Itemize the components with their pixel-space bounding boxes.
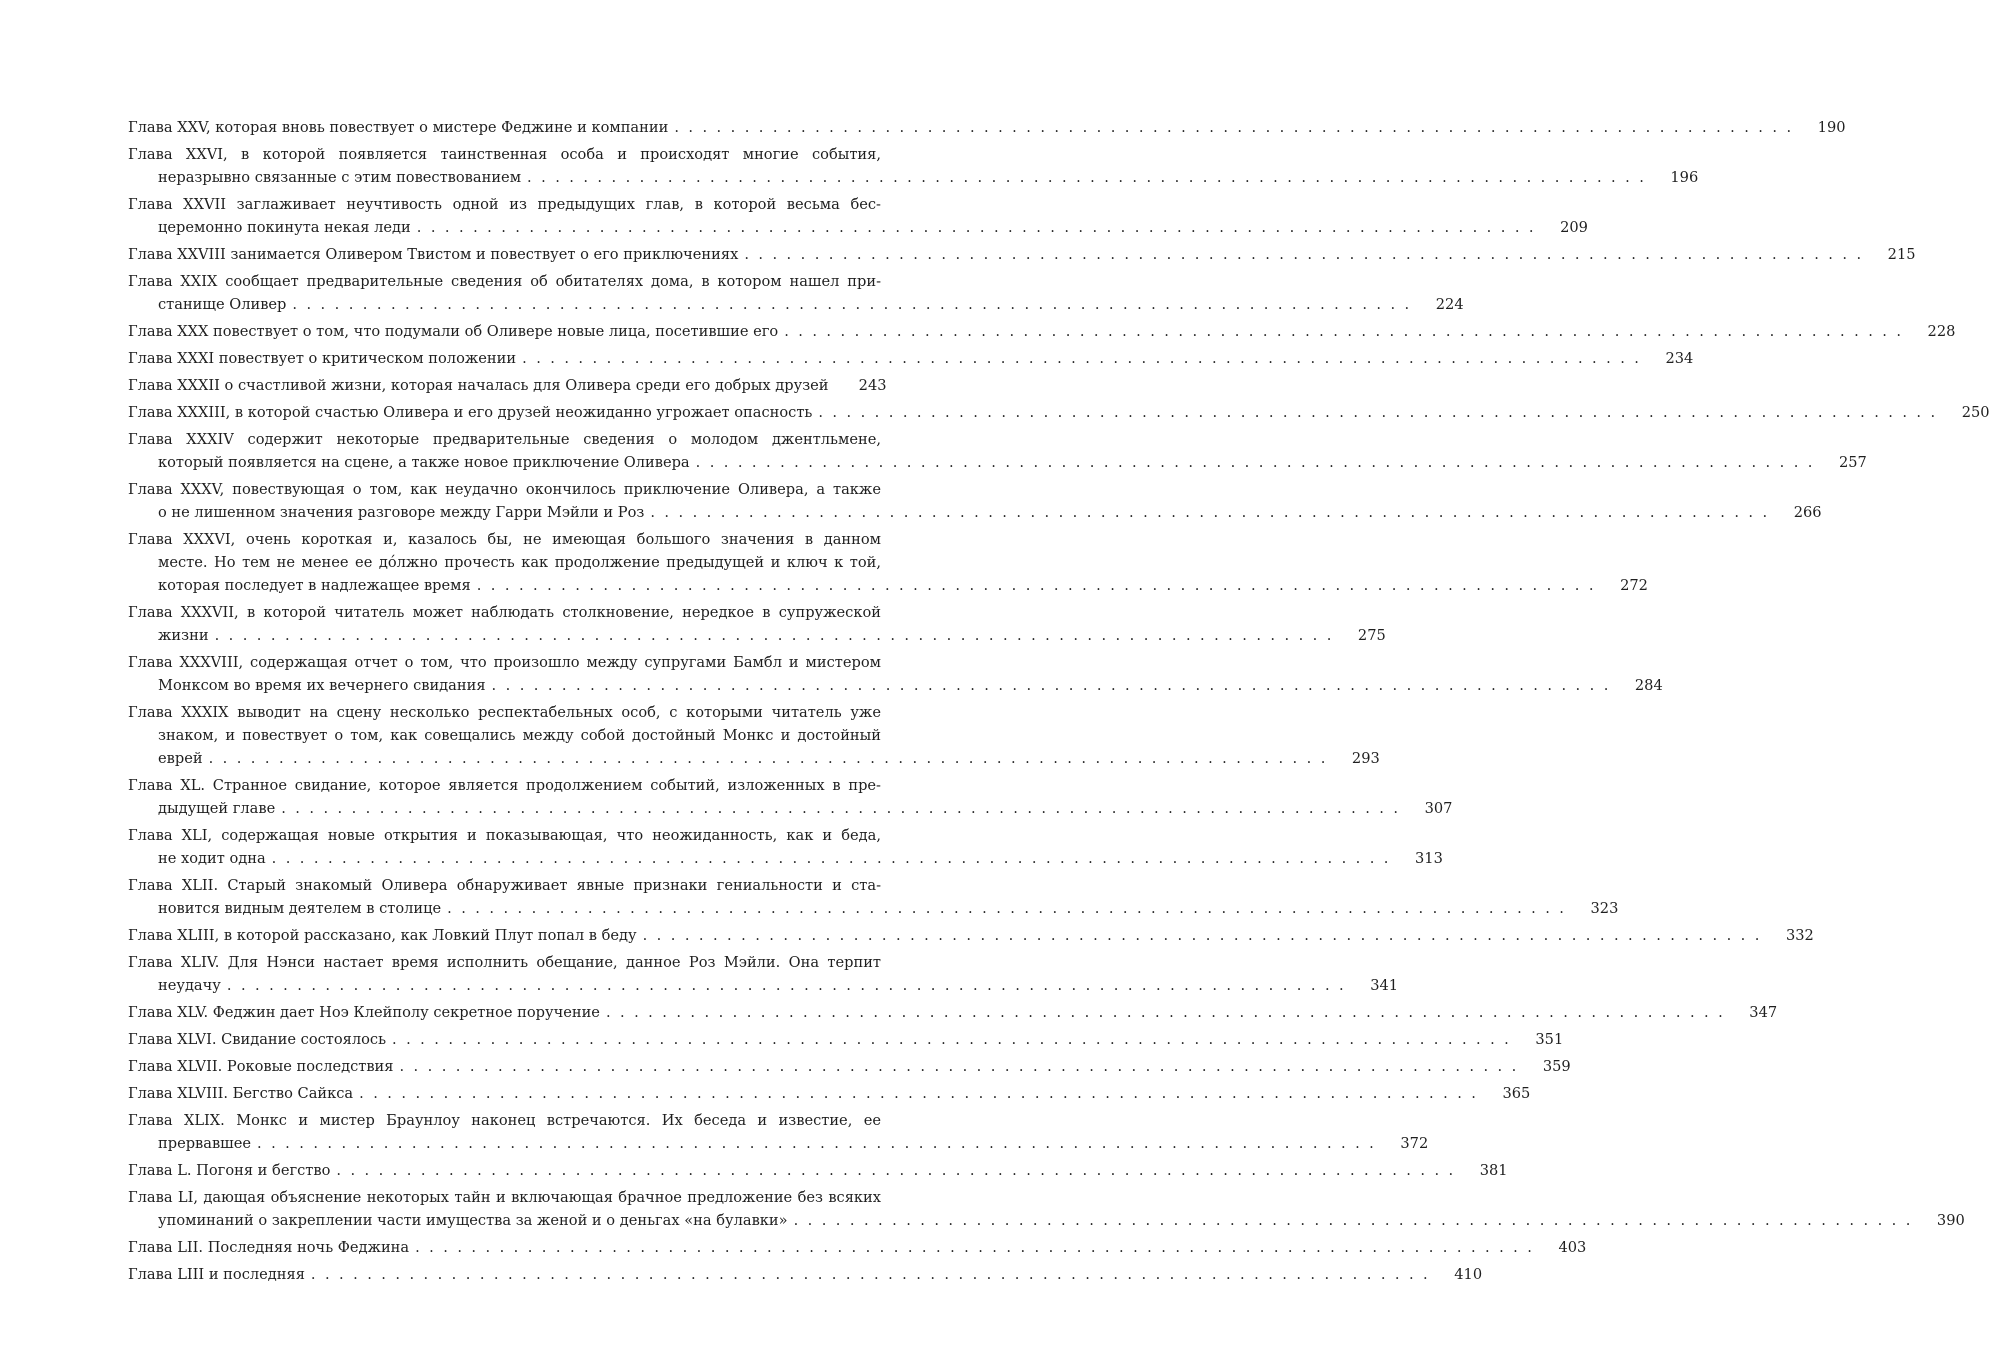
toc-entry-text: прервавшее	[158, 1135, 252, 1152]
toc-entry-text: Глава XXX повествует о том, что подумали об Оливере новые лица, посетившие его	[128, 323, 779, 340]
toc-entry-text: которая последует в надлежащее время	[158, 577, 471, 594]
toc-entry[interactable]	[128, 951, 1399, 997]
toc-entry-text: который появляется на сцене, а также новое приключение Оливера	[158, 454, 690, 471]
toc-entry-line: Глава XXXIX выводит на сцену несколько респектабельных особ, с которыми читатель уже	[128, 704, 881, 721]
page-number: 403	[1558, 1239, 1587, 1256]
page-number: 228	[1927, 323, 1956, 340]
toc-entry-line	[128, 847, 1443, 870]
toc-entry-line	[128, 1055, 1571, 1078]
dot-leader: . . . . . . . . . . . . . . . . . . . . . . . . . . . . . . . . . . . . . . . . . . . . . . . . . . . . . . . . . . . . . . . . . . . . . . . . . . . . . . . .	[522, 350, 1642, 367]
toc-entry[interactable]	[128, 428, 1867, 474]
dot-leader: . . . . . . . . . . . . . . . . . . . . . . . . . . . . . . . . . . . . . . . . . . . . . . . . . . . . . . . . . . . . . . . . . . . . . . . . . . . . . . . .	[793, 1212, 1913, 1229]
toc-entry[interactable]	[128, 1001, 1778, 1024]
dot-leader: . . . . . . . . . . . . . . . . . . . . . . . . . . . . . . . . . . . . . . . . . . . . . . . . . . . . . . . . . . . . . . . . . . . . . . . . . . . . . . . .	[310, 1266, 1431, 1283]
dot-leader: . . . . . . . . . . . . . . . . . . . . . . . . . . . . . . . . . . . . . . . . . . . . . . . . . . . . . . . . . . . . . . . . . . . . . . . . . . . . . . . .	[674, 119, 1794, 136]
toc-entry-line	[128, 1001, 1778, 1024]
dot-leader: . . . . . . . . . . . . . . . . . . . . . . . . . . . . . . . . . . . . . . . . . . . . . . . . . . . . . . . . . . . . . . . . . . . . . . . . . . . . . . . .	[271, 850, 1391, 867]
page-number: 257	[1838, 454, 1867, 471]
toc-entry-text: жизни	[158, 627, 209, 644]
toc-entry-line: Глава XLIX. Монкс и мистер Браунлоу наконец встречаются. Их беседа и известие, ее	[128, 1112, 881, 1129]
toc-entry-line	[128, 897, 1619, 920]
dot-leader: . . . . . . . . . . . . . . . . . . . . . . . . . . . . . . . . . . . . . . . . . . . . . . . . . . . . . . . . . . . . . . . . . . . . . . . . . . . . . . . .	[208, 750, 1328, 767]
toc-entry[interactable]	[128, 1159, 1508, 1182]
toc-entry-line	[128, 374, 887, 397]
toc-entry-text: дыдущей главе	[158, 800, 276, 817]
toc-entry-line: Глава XXVI, в которой появляется таинственная особа и происходят многие события,	[128, 146, 881, 163]
toc-entry-text: станище Оливер	[158, 296, 287, 313]
page-number: 215	[1887, 246, 1916, 263]
toc-entry-text: неразрывно связанные с этим повествованием	[158, 169, 522, 186]
dot-leader: . . . . . . . . . . . . . . . . . . . . . . . . . . . . . . . . . . . . . . . . . . . . . . . . . . . . . . . . . . . . . . . . . . . . . . . . . . . . . . . .	[744, 246, 1864, 263]
page-number: 234	[1665, 350, 1694, 367]
toc-entry-text: церемонно покинута некая леди	[158, 219, 411, 236]
toc-entry-text: неудачу	[158, 977, 221, 994]
toc-entry-text: Глава XXXI повествует о критическом положении	[128, 350, 517, 367]
toc-entry-line: Глава XXXVI, очень короткая и, казалось бы, не имеющая большого значения в данном	[128, 531, 881, 548]
toc-entry-line	[128, 216, 1588, 239]
table-of-contents	[128, 116, 1990, 1290]
toc-entry-line: Глава XLIV. Для Нэнси настает время исполнить обещание, данное Роз Мэйли. Она терпит	[128, 954, 881, 971]
toc-entry-line: Глава XXVII заглаживает неучтивость одной из предыдущих глав, в которой весьма бес-	[128, 196, 881, 213]
toc-entry[interactable]	[128, 774, 1453, 820]
toc-entry-text: Глава XLIII, в которой рассказано, как Ловкий Плут попал в беду	[128, 927, 637, 944]
toc-entry[interactable]	[128, 1236, 1587, 1259]
toc-entry-line	[128, 116, 1846, 139]
toc-entry-text: не ходит одна	[158, 850, 266, 867]
toc-entry-text: о не лишенном значения разговоре между Гарри Мэйли и Роз	[158, 504, 645, 521]
toc-entry-line	[128, 1028, 1564, 1051]
toc-entry-line	[128, 401, 1990, 424]
dot-leader: . . . . . . . . . . . . . . . . . . . . . . . . . . . . . . . . . . . . . . . . . . . . . . . . . . . . . . . . . . . . . . . . . . . . . . . . . . . . . . . .	[392, 1031, 1512, 1048]
dot-leader: . . . . . . . . . . . . . . . . . . . . . . . . . . . . . . . . . . . . . . . . . . . . . . . . . . . . . . . . . . . . . . . . . . . . . . . . . . . . . . . .	[359, 1085, 1479, 1102]
toc-entry-line	[128, 747, 1380, 770]
toc-entry[interactable]	[128, 601, 1386, 647]
dot-leader: . . . . . . . . . . . . . . . . . . . . . . . . . . . . . . . . . . . . . . . . . . . . . . . . . . . . . . . . . . . . . . . . . . . . . . . . . . . . . . . .	[818, 404, 1938, 421]
page-number: 284	[1634, 677, 1663, 694]
page-number: 347	[1749, 1004, 1778, 1021]
dot-leader: . . . . . . . . . . . . . . . . . . . . . . . . . . . . . . . . . . . . . . . . . . . . . . . . . . . . . . . . . . . . . . . . . . . . . . . . . . . . . . . .	[214, 627, 1334, 644]
toc-entry[interactable]	[128, 1263, 1483, 1286]
page-number: 266	[1793, 504, 1822, 521]
toc-entry-line: Глава XXIX сообщает предварительные сведения об обитателях дома, в котором нашел при-	[128, 273, 881, 290]
toc-entry[interactable]	[128, 651, 1663, 697]
toc-entry[interactable]	[128, 1055, 1571, 1078]
toc-entry[interactable]	[128, 478, 1822, 524]
toc-entry-text: Глава L. Погоня и бегство	[128, 1162, 331, 1179]
page-number: 323	[1590, 900, 1619, 917]
toc-entry-text: Монксом во время их вечернего свидания	[158, 677, 486, 694]
page-number: 341	[1370, 977, 1399, 994]
toc-entry-line: Глава XXXV, повествующая о том, как неудачно окончилось приключение Оливера, а также	[128, 481, 881, 498]
page-number: 332	[1785, 927, 1814, 944]
dot-leader: . . . . . . . . . . . . . . . . . . . . . . . . . . . . . . . . . . . . . . . . . . . . . . . . . . . . . . . . . . . . . . . . . . . . . . . . . . . . . . . .	[491, 677, 1611, 694]
toc-entry-line	[128, 1236, 1587, 1259]
toc-entry[interactable]	[128, 528, 1648, 597]
page-number: 190	[1817, 119, 1846, 136]
toc-entry[interactable]	[128, 143, 1699, 189]
toc-entry[interactable]	[128, 347, 1694, 370]
toc-entry-text: Глава LIII и последняя	[128, 1266, 305, 1283]
toc-entry[interactable]	[128, 243, 1916, 266]
page-number: 275	[1357, 627, 1386, 644]
dot-leader: . . . . . . . . . . . . . . . . . . . . . . . . . . . . . . . . . . . . . . . . . . . . . . . . . . . . . . . . . . . . . . . . . . . . . . . . . . . . . . . .	[605, 1004, 1726, 1021]
toc-entry-line	[128, 674, 1663, 697]
toc-entry[interactable]	[128, 1028, 1564, 1051]
toc-entry[interactable]	[128, 1186, 1965, 1232]
page-number: 209	[1560, 219, 1588, 236]
dot-leader: . . . . . . . . . . . . . . . . . . . . . . . . . . . . . . . . . . . . . . . . . . . . . . . . . . . . . . . . . . . . . . . . . . . . . . . . . . . . . . . .	[257, 1135, 1377, 1152]
toc-entry-line	[128, 451, 1867, 474]
toc-entry-text: Глава XXXII о счастливой жизни, которая началась для Оливера среди его добрых друзей	[128, 377, 829, 394]
toc-entry-text: еврей	[158, 750, 203, 767]
toc-entry[interactable]	[128, 1082, 1531, 1105]
dot-leader: . . . . . . . . . . . . . . . . . . . . . . . . . . . . . . . . . . . . . . . . . . . . . . . . . . . . . . . . . . . . . . . . . . . . . . . . . . . . . . . .	[527, 169, 1647, 186]
toc-entry[interactable]	[128, 701, 1380, 770]
toc-entry-text: Глава XXXIII, в которой счастью Оливера и его друзей неожиданно угрожает опасность	[128, 404, 813, 421]
toc-entry-text: Глава XLVIII. Бегство Сайкса	[128, 1085, 354, 1102]
toc-entry-text: Глава LII. Последняя ночь Феджина	[128, 1239, 410, 1256]
toc-entry-line	[128, 293, 1464, 316]
toc-entry-text: упоминаний о закреплении части имущества за женой и о деньгах «на булавки»	[158, 1212, 788, 1229]
toc-entry[interactable]	[128, 874, 1619, 920]
page-number: 410	[1454, 1266, 1483, 1283]
page-number: 250	[1961, 404, 1990, 421]
toc-entry-text: Глава XXV, которая вновь повествует о мистере Феджине и компании	[128, 119, 669, 136]
dot-leader: . . . . . . . . . . . . . . . . . . . . . . . . . . . . . . . . . . . . . . . . . . . . . . . . . . . . . . . . . . . . . . . . . . . . . . . . . . . . . . . .	[695, 454, 1815, 471]
dot-leader: . . . . . . . . . . . . . . . . . . . . . . . . . . . . . . . . . . . . . . . . . . . . . . . . . . . . . . . . . . . . . . . . . . . . . . . . . . . . . . . .	[415, 1239, 1535, 1256]
toc-entry[interactable]	[128, 320, 1956, 343]
dot-leader: . . . . . . . . . . . . . . . . . . . . . . . . . . . . . . . . . . . . . . . . . . . . . . . . . . . . . . . . . . . . . . . . . . . . . . . . . . . . . . . .	[336, 1162, 1456, 1179]
toc-entry-line: Глава LI, дающая объяснение некоторых тайн и включающая брачное предложение без всяких	[128, 1189, 881, 1206]
page-number: 243	[858, 377, 887, 394]
page-number: 307	[1424, 800, 1453, 817]
dot-leader: . . . . . . . . . . . . . . . . . . . . . . . . . . . . . . . . . . . . . . . . . . . . . . . . . . . . . . . . . . . . . . . . . . . . . . . . . . . . . . . .	[476, 577, 1596, 594]
toc-entry-text: Глава XLV. Феджин дает Ноэ Клейполу секретное поручение	[128, 1004, 600, 1021]
toc-entry-line: Глава XL. Странное свидание, которое является продолжением событий, изложенных в пре-	[128, 777, 881, 794]
page-number: 196	[1670, 169, 1699, 186]
dot-leader: . . . . . . . . . . . . . . . . . . . . . . . . . . . . . . . . . . . . . . . . . . . . . . . . . . . . . . . . . . . . . . . . . . . . . . . . . . . . . . . .	[650, 504, 1770, 521]
toc-entry[interactable]	[128, 1109, 1429, 1155]
toc-entry-line: Глава XXXVIII, содержащая отчет о том, что произошло между супругами Бамбл и мистером	[128, 654, 881, 671]
page-number: 365	[1502, 1085, 1531, 1102]
toc-entry-line	[128, 166, 1699, 189]
dot-leader: . . . . . . . . . . . . . . . . . . . . . . . . . . . . . . . . . . . . . . . . . . . . . . . . . . . . . . . . . . . . . . . . . . . . . . . . . . . . . . . .	[784, 323, 1904, 340]
toc-entry-line	[128, 624, 1386, 647]
toc-entry-line	[128, 1082, 1531, 1105]
toc-entry[interactable]	[128, 924, 1814, 947]
toc-entry-line: Глава XXXVII, в которой читатель может наблюдать столкновение, нередкое в супружеской	[128, 604, 881, 621]
page-number: 272	[1620, 577, 1648, 594]
toc-entry-line: Глава XLI, содержащая новые открытия и показывающая, что неожиданность, как и беда,	[128, 827, 881, 844]
toc-entry-line	[128, 1159, 1508, 1182]
dot-leader: . . . . . . . . . . . . . . . . . . . . . . . . . . . . . . . . . . . . . . . . . . . . . . . . . . . . . . . . . . . . . . . . . . . . . . . . . . . . . . . .	[292, 296, 1412, 313]
page-number: 390	[1936, 1212, 1965, 1229]
toc-entry-line	[128, 1132, 1429, 1155]
toc-entry-line: Глава XXXIV содержит некоторые предварительные сведения о молодом джентльмене,	[128, 431, 881, 448]
page-number: 224	[1435, 296, 1464, 313]
toc-entry-text: Глава XXVIII занимается Оливером Твистом и повествует о его приключениях	[128, 246, 739, 263]
page-number: 293	[1351, 750, 1380, 767]
toc-entry-line	[128, 1209, 1965, 1232]
toc-entry-line	[128, 924, 1814, 947]
toc-entry-line	[128, 320, 1956, 343]
toc-entry-text: Глава XLVII. Роковые последствия	[128, 1058, 394, 1075]
toc-entry[interactable]	[128, 270, 1464, 316]
toc-entry-line: знаком, и повествует о том, как совещались между собой достойный Монкс и достойный	[158, 727, 881, 744]
toc-entry[interactable]	[128, 401, 1990, 424]
toc-entry[interactable]	[128, 193, 1588, 239]
toc-entry[interactable]	[128, 374, 887, 397]
dot-leader: . . . . . . . . . . . . . . . . . . . . . . . . . . . . . . . . . . . . . . . . . . . . . . . . . . . . . . . . . . . . . . . . . . . . . . . . . . . . . . . .	[399, 1058, 1519, 1075]
toc-entry[interactable]	[128, 116, 1846, 139]
dot-leader: . . . . . . . . . . . . . . . . . . . . . . . . . . . . . . . . . . . . . . . . . . . . . . . . . . . . . . . . . . . . . . . . . . . . . . . . . . . . . . . .	[281, 800, 1401, 817]
toc-entry-line	[128, 243, 1916, 266]
page-number: 359	[1542, 1058, 1571, 1075]
toc-entry-line	[128, 347, 1694, 370]
toc-entry[interactable]	[128, 824, 1443, 870]
toc-entry-line	[128, 574, 1648, 597]
toc-entry-line	[128, 974, 1399, 997]
toc-entry-line: Глава XLII. Старый знакомый Оливера обнаруживает явные признаки гениальности и ста-	[128, 877, 881, 894]
toc-entry-line	[128, 1263, 1483, 1286]
dot-leader: . . . . . . . . . . . . . . . . . . . . . . . . . . . . . . . . . . . . . . . . . . . . . . . . . . . . . . . . . . . . . . . . . . . . . . . . . . . . . . . .	[416, 219, 1536, 236]
dot-leader: . . . . . . . . . . . . . . . . . . . . . . . . . . . . . . . . . . . . . . . . . . . . . . . . . . . . . . . . . . . . . . . . . . . . . . . . . . . . . . . .	[642, 927, 1762, 944]
page-number: 313	[1415, 850, 1443, 867]
page-number: 351	[1535, 1031, 1564, 1048]
page-number: 381	[1479, 1162, 1508, 1179]
toc-entry-line: месте. Но тем не менее ее дóлжно прочесть как продолжение предыдущей и ключ к той,	[158, 554, 881, 571]
dot-leader: . . . . . . . . . . . . . . . . . . . . . . . . . . . . . . . . . . . . . . . . . . . . . . . . . . . . . . . . . . . . . . . . . . . . . . . . . . . . . . . .	[447, 900, 1567, 917]
toc-entry-line	[128, 501, 1822, 524]
page-number: 372	[1400, 1135, 1429, 1152]
dot-leader: . . . . . . . . . . . . . . . . . . . . . . . . . . . . . . . . . . . . . . . . . . . . . . . . . . . . . . . . . . . . . . . . . . . . . . . . . . . . . . . .	[226, 977, 1347, 994]
toc-entry-text: Глава XLVI. Свидание состоялось	[128, 1031, 387, 1048]
toc-entry-text: новится видным деятелем в столице	[158, 900, 442, 917]
toc-entry-line	[128, 797, 1453, 820]
